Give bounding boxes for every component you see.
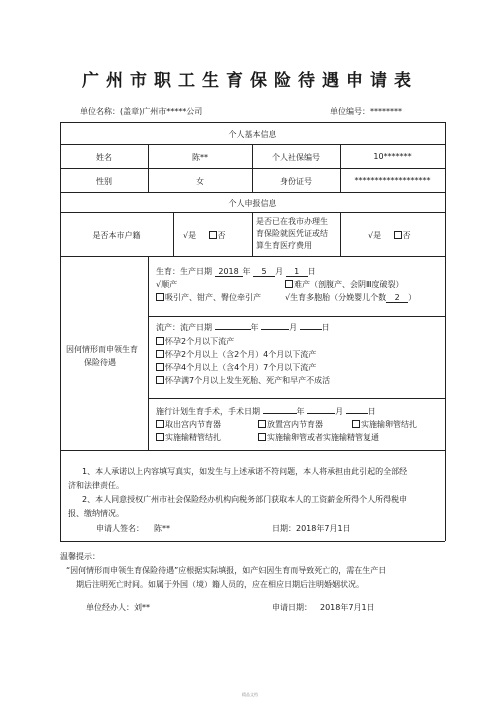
planning-option-5[interactable] — [258, 432, 379, 443]
name-label: 姓名 — [96, 153, 112, 162]
gender-value: 女 — [196, 177, 204, 186]
unit-number — [330, 106, 402, 117]
apply-date — [272, 602, 375, 613]
medical-label-line: 育保险就医凭证或结 — [256, 229, 328, 238]
planning-option-2[interactable] — [258, 419, 323, 430]
abortion-day[interactable] — [300, 329, 322, 330]
checkbox-icon — [258, 420, 266, 428]
month-unit: 月 — [289, 323, 298, 332]
declaration-line: 2、本人同意授权广州市社会保险经办机构向税务部门获取本人的工资薪金所得个人所得税申 — [82, 495, 408, 504]
local-no-label: 否 — [217, 231, 226, 240]
si-number-label: 个人社保编号 — [272, 153, 320, 162]
planning-option-label: 实施输卵管结扎 — [361, 420, 417, 429]
local-no-option[interactable] — [209, 231, 226, 240]
year-unit: 年 — [296, 407, 305, 416]
planning-option-4[interactable] — [156, 432, 221, 443]
tips-line: 期后注明死亡时间。如属于外国（境）籍人员的，应在相应日期后注明婚姻状况。 — [76, 580, 364, 589]
birth-year[interactable]: 2018 — [215, 267, 243, 277]
checkbox-icon — [156, 420, 164, 428]
birth-multiple-count[interactable]: 2 — [386, 293, 408, 303]
checkbox-icon — [156, 433, 164, 441]
planning-year[interactable] — [263, 413, 297, 414]
birth-multiple-suffix: ） — [408, 293, 417, 302]
checkbox-icon — [156, 376, 164, 384]
checkbox-icon — [156, 363, 164, 371]
situation-label-line: 因何情形而申领生育 — [66, 345, 138, 354]
birth-date-prefix: 生育：生产日期 — [156, 267, 212, 276]
handler-label: 单位经办人： — [86, 603, 134, 612]
checkbox-icon — [156, 293, 164, 301]
name-value: 陈** — [192, 153, 208, 162]
col-divider — [148, 256, 149, 450]
row-divider — [148, 398, 445, 399]
abortion-option-label: 怀孕4个月以上（含4个月）7个月以下流产 — [165, 363, 317, 372]
medical-label-line: 算生育医疗费用 — [256, 241, 312, 250]
medical-yes-option[interactable]: √是 — [368, 231, 382, 240]
abortion-option-label: 怀孕2个月以下流产 — [165, 337, 235, 346]
checkbox-icon — [258, 433, 266, 441]
signature-value[interactable]: 陈** — [154, 524, 170, 533]
birth-suction-label: 吸引产、钳产、臀位牵引产 — [165, 293, 261, 302]
col-divider — [173, 212, 174, 256]
birth-date-row — [156, 266, 316, 277]
unit-handler — [86, 602, 150, 613]
checkbox-icon — [209, 231, 217, 239]
medical-no-option[interactable] — [394, 231, 411, 240]
unit-name — [80, 106, 202, 117]
birth-day[interactable]: 1 — [286, 267, 308, 277]
birth-month[interactable]: 5 — [253, 267, 275, 277]
abortion-date-row — [156, 322, 330, 333]
medical-certificate-label — [256, 216, 328, 252]
checkbox-icon — [352, 420, 360, 428]
row-divider — [148, 316, 445, 317]
signature-label: 申请人签名： — [96, 524, 144, 533]
declaration-line: 济和法律责任。 — [68, 481, 124, 490]
declaration-date — [272, 523, 351, 534]
unit-name-value: 广州市*****公司 — [142, 107, 203, 116]
day-unit: 日 — [307, 267, 316, 276]
birth-normal-option[interactable]: √顺产 — [156, 280, 178, 289]
abortion-option-1[interactable] — [156, 336, 234, 347]
planning-option-label: 取出宫内节育器 — [165, 420, 221, 429]
planning-option-label: 实施输精管结扎 — [165, 433, 221, 442]
table-border-bottom — [60, 541, 445, 542]
birth-multiple-option[interactable] — [285, 292, 416, 303]
birth-multiple-label: √生育多胞胎（分娩婴儿个数 — [285, 293, 387, 302]
month-unit: 月 — [275, 267, 284, 276]
abortion-year[interactable] — [215, 329, 251, 330]
local-household-label: 是否本市户籍 — [92, 231, 141, 240]
medical-certificate-options — [368, 230, 411, 241]
checkbox-icon — [285, 280, 293, 288]
declaration-line: 1、本人承诺以上内容填写真实，如发生与上述承诺不符问题，本人将承担由此引起的全部经 — [82, 467, 408, 476]
abortion-option-label: 怀孕满7个月以上发生死胎、死产和早产不成活 — [165, 376, 331, 385]
local-yes-option[interactable]: √是 — [183, 231, 197, 240]
row-divider — [60, 256, 445, 257]
abortion-option-label: 怀孕2个月以上（含2个月）4个月以下流产 — [165, 350, 317, 359]
si-number-value: 10******* — [373, 152, 412, 161]
table-border-right — [445, 122, 446, 541]
handler-value[interactable]: 刘** — [134, 603, 150, 612]
table-border-top — [60, 122, 445, 123]
applicant-signature — [96, 523, 170, 534]
page-footer: 精品文档 — [242, 692, 258, 697]
checkbox-icon — [156, 337, 164, 345]
row-divider — [60, 192, 445, 193]
planning-date-row — [156, 406, 376, 417]
local-household-options — [183, 230, 226, 241]
birth-suction-option[interactable] — [156, 292, 261, 303]
unit-number-value: ******** — [370, 107, 402, 116]
id-number-label: 身份证号 — [280, 177, 312, 186]
tips-line: “因何情形而申领生育保险待遇”应根据实际填报，如产妇因生育而导致死亡的，需在生产日 — [66, 566, 387, 575]
apply-date-label: 申请日期： — [272, 603, 312, 612]
planning-option-1[interactable] — [156, 419, 221, 430]
gender-label: 性别 — [96, 177, 112, 186]
unit-name-label: 单位名称：(盖章) — [80, 107, 143, 116]
abortion-option-2[interactable] — [156, 349, 316, 360]
birth-difficult-option[interactable] — [285, 279, 404, 290]
abortion-option-3[interactable] — [156, 362, 316, 373]
abortion-date-prefix: 流产：流产日期 — [156, 323, 212, 332]
unit-number-label: 单位编号： — [330, 107, 370, 116]
planning-month[interactable] — [307, 413, 335, 414]
planning-option-label: 放置宫内节育器 — [267, 420, 323, 429]
medical-label-line: 是否已在我市办理生 — [256, 217, 328, 226]
declaration-line: 报、缴纳情况。 — [68, 509, 124, 518]
id-number-value: ******************* — [354, 176, 431, 185]
medical-no-label: 否 — [402, 231, 411, 240]
abortion-month[interactable] — [261, 329, 289, 330]
year-unit: 年 — [250, 323, 259, 332]
apply-info-title: 个人申报信息 — [228, 199, 277, 208]
planning-day[interactable] — [346, 413, 368, 414]
form-title: 广州市职工生育保险待遇申请表 — [82, 71, 418, 91]
basic-info-title: 个人基本信息 — [228, 130, 277, 139]
situation-label — [66, 343, 138, 369]
abortion-option-4[interactable] — [156, 375, 330, 386]
col-divider — [252, 212, 253, 256]
month-unit: 月 — [335, 407, 344, 416]
declaration-date-label: 日期： — [272, 524, 296, 533]
planning-option-label: 实施输卵管或者实施输精管复通 — [267, 433, 379, 442]
row-divider — [60, 450, 445, 451]
apply-date-value[interactable]: 2018年7月1日 — [320, 603, 375, 612]
planning-date-prefix: 施行计划生育手术，手术日期 — [156, 407, 260, 416]
day-unit: 日 — [367, 407, 376, 416]
col-divider — [340, 212, 341, 256]
checkbox-icon — [394, 231, 402, 239]
checkbox-icon — [156, 350, 164, 358]
birth-difficult-label: 难产（剖腹产、会阴Ⅲ度破裂） — [294, 280, 404, 289]
year-unit: 年 — [242, 267, 251, 276]
situation-label-line: 保险待遇 — [84, 358, 116, 367]
declaration-date-value[interactable]: 2018年7月1日 — [296, 524, 351, 533]
day-unit: 日 — [321, 323, 330, 332]
tips-title: 温馨提示： — [60, 552, 100, 561]
planning-option-3[interactable] — [352, 419, 417, 430]
